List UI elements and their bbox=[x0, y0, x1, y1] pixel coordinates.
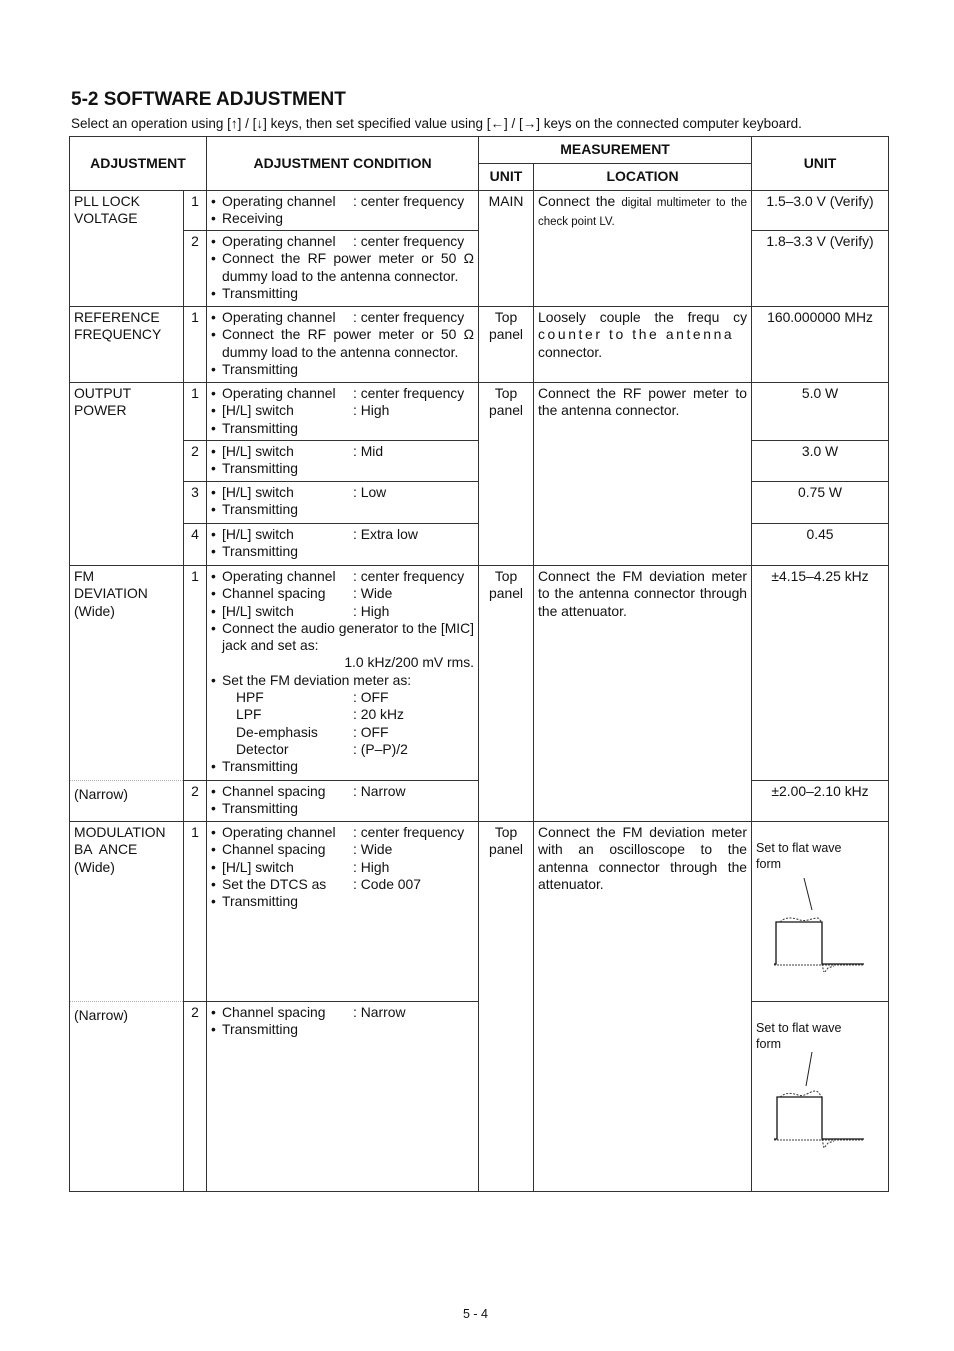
step-number: 3 bbox=[184, 482, 207, 524]
instructions: Select an operation using [↑] / [↓] keys, then set specified value using [←] / [→] keys on the connected computer keyboard. bbox=[71, 116, 802, 131]
measurement-unit: MAIN bbox=[479, 191, 534, 307]
step-number: 1 bbox=[184, 566, 207, 781]
step-number: 4 bbox=[184, 524, 207, 566]
table-row bbox=[70, 383, 889, 441]
spec-value: 1.8–3.3 V (Verify) bbox=[752, 231, 889, 307]
condition-cell: • Channel spacing : Narrow • Transmitting bbox=[207, 1002, 479, 1192]
adjustment-name-ref: REFERENCE FREQUENCY bbox=[70, 307, 184, 383]
step-number: 1 bbox=[184, 191, 207, 231]
step-number: 2 bbox=[184, 441, 207, 482]
step-number: 2 bbox=[184, 231, 207, 307]
table-row bbox=[70, 191, 889, 231]
condition-cell: • [H/L] switch : Mid • Transmitting bbox=[207, 441, 479, 482]
condition-cell: • [H/L] switch : Low • Transmitting bbox=[207, 482, 479, 524]
spec-value: 1.5–3.0 V (Verify) bbox=[752, 191, 889, 231]
flat-waveform-figure bbox=[756, 1052, 884, 1152]
header-adjustment: ADJUSTMENT bbox=[70, 137, 207, 191]
adjustment-table bbox=[69, 136, 889, 1192]
measurement-location: Connect the digital multimeter to the check point LV. bbox=[534, 191, 752, 307]
table-row bbox=[70, 822, 889, 1002]
header-unit: UNIT bbox=[479, 164, 534, 191]
measurement-unit: Top panel bbox=[479, 307, 534, 383]
adjustment-name-output: OUTPUT POWER bbox=[70, 383, 184, 566]
spec-value: 160.000000 MHz bbox=[752, 307, 889, 383]
condition-cell: • [H/L] switch : Extra low • Transmitting bbox=[207, 524, 479, 566]
waveform-note: Set to flat wave form bbox=[756, 1021, 842, 1051]
header-condition: ADJUSTMENT CONDITION bbox=[207, 137, 479, 191]
condition-cell: • Operating channel : center frequency • Connect the RF power meter or 50 Ω dummy load to the antenna connector. • Transmitting bbox=[207, 307, 479, 383]
spec-waveform-wide bbox=[752, 822, 889, 1002]
condition-cell: • Operating channel : center frequency • Channel spacing : Wide • [H/L] switch : High • Connect the audio generator to the [MIC] jack and set as: 1.0 kHz/200 mV rms. • Set the FM deviation meter as: HPF : OFF LPF : 20 kHz De-emphasis : OFF Detector : (P–P)/2 • Transmitting bbox=[207, 566, 479, 781]
flat-waveform-figure bbox=[756, 872, 884, 972]
header-value: UNIT bbox=[752, 137, 889, 191]
page-title: 5-2 SOFTWARE ADJUSTMENT bbox=[71, 89, 346, 110]
condition-cell: • Operating channel : center frequency • Connect the RF power meter or 50 Ω dummy load to the antenna connector. • Transmitting bbox=[207, 231, 479, 307]
condition-cell: • Operating channel : center frequency • Channel spacing : Wide • [H/L] switch : High • Set the DTCS as : Code 007 • Transmitting bbox=[207, 822, 479, 1002]
spec-value: ±2.00–2.10 kHz bbox=[752, 781, 889, 822]
spec-value: 3.0 W bbox=[752, 441, 889, 482]
condition-cell: • Operating channel : center frequency • Receiving bbox=[207, 191, 479, 231]
table-row bbox=[70, 307, 889, 383]
step-number: 1 bbox=[184, 383, 207, 441]
page-number: 5 - 4 bbox=[463, 1307, 489, 1321]
condition-cell: • Operating channel : center frequency • [H/L] switch : High • Transmitting bbox=[207, 383, 479, 441]
measurement-unit: Top panel bbox=[479, 566, 534, 822]
spec-waveform-narrow bbox=[752, 1002, 889, 1192]
step-number: 2 bbox=[184, 1002, 207, 1192]
measurement-location: Connect the RF power meter to the antenna connector. bbox=[534, 383, 752, 566]
condition-cell: • Channel spacing : Narrow • Transmitting bbox=[207, 781, 479, 822]
waveform-note: Set to flat wave form bbox=[756, 841, 842, 871]
adjustment-name-fm: FM DEVIATION (Wide) bbox=[70, 566, 184, 781]
spec-value: 5.0 W bbox=[752, 383, 889, 441]
step-number: 1 bbox=[184, 307, 207, 383]
measurement-location: Connect the FM deviation meter to the antenna connector through the attenuator. bbox=[534, 566, 752, 822]
step-number: 2 bbox=[184, 781, 207, 822]
measurement-location: Connect the FM deviation meter with an oscilloscope to the antenna connector through the attenuator. bbox=[534, 822, 752, 1192]
measurement-location: Loosely couple the frequ cy counter to the antenna connector. bbox=[534, 307, 752, 383]
table-row bbox=[70, 566, 889, 781]
measurement-unit: Top panel bbox=[479, 822, 534, 1192]
adjustment-name-mod-narrow: (Narrow) bbox=[70, 1002, 184, 1192]
header-measurement: MEASUREMENT bbox=[479, 137, 752, 164]
step-number: 1 bbox=[184, 822, 207, 1002]
spec-value: ±4.15–4.25 kHz bbox=[752, 566, 889, 781]
spec-value: 0.45 bbox=[752, 524, 889, 566]
measurement-unit: Top panel bbox=[479, 383, 534, 566]
adjustment-name-fm-narrow: (Narrow) bbox=[70, 781, 184, 822]
spec-value: 0.75 W bbox=[752, 482, 889, 524]
adjustment-name-pll: PLL LOCK VOLTAGE bbox=[70, 191, 184, 307]
header-location: LOCATION bbox=[534, 164, 752, 191]
adjustment-name-mod: MODULATION BA ANCE (Wide) bbox=[70, 822, 184, 1002]
